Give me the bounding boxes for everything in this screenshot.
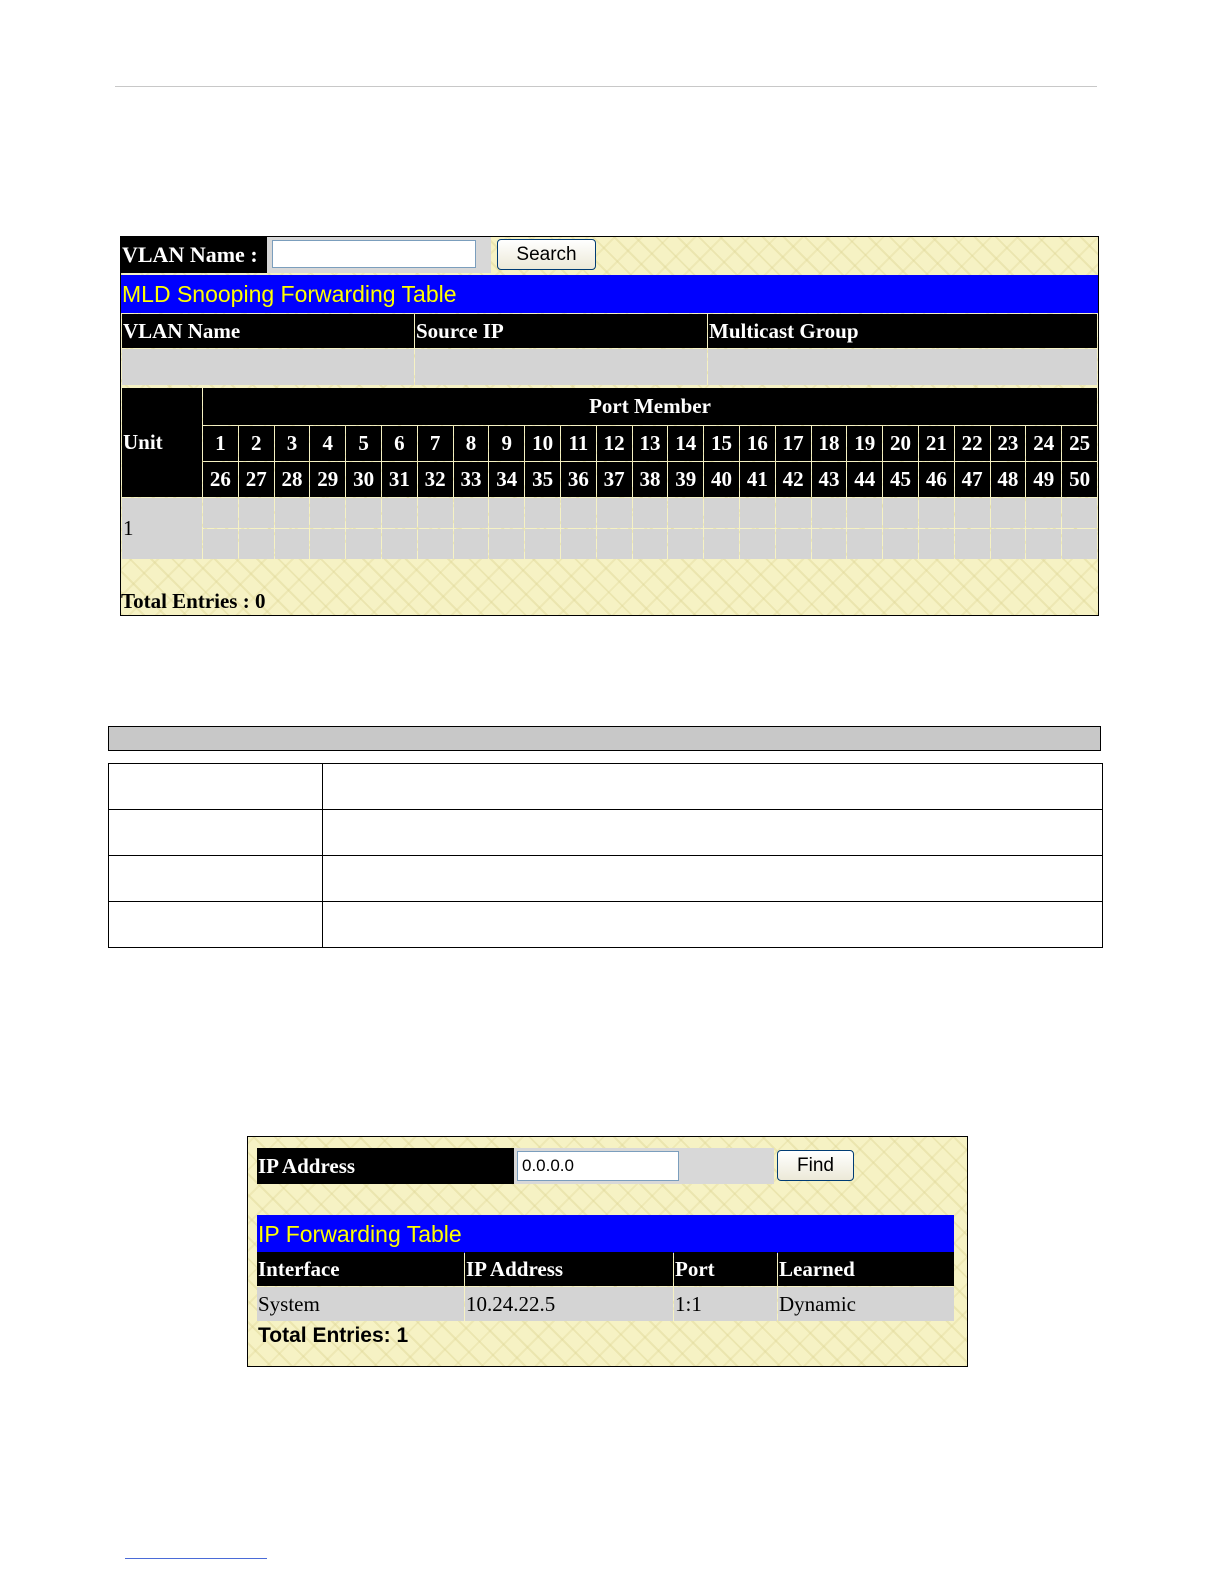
port-number-21: 21 (919, 426, 954, 461)
empty-cell (708, 349, 1097, 385)
mld-total-entries: Total Entries : 0 (121, 589, 266, 613)
table-row (109, 902, 1103, 948)
port-member-cell (382, 498, 417, 528)
search-button[interactable]: Search (497, 239, 596, 270)
column-ip-address: IP Address (465, 1252, 673, 1286)
port-member-cell (991, 498, 1026, 528)
port-number-8: 8 (454, 426, 489, 461)
cell-interface: System (257, 1287, 464, 1321)
port-member-cell (776, 529, 811, 559)
table-row (257, 1287, 954, 1321)
port-number-37: 37 (597, 462, 632, 497)
find-button[interactable]: Find (777, 1150, 854, 1181)
port-number-31: 31 (382, 462, 417, 497)
port-member-cell (955, 498, 990, 528)
port-member-cell (489, 529, 524, 559)
port-number-29: 29 (310, 462, 345, 497)
port-member-cell (1062, 529, 1097, 559)
port-number-1: 1 (203, 426, 238, 461)
port-number-34: 34 (489, 462, 524, 497)
port-number-47: 47 (955, 462, 990, 497)
port-number-10: 10 (525, 426, 560, 461)
port-number-32: 32 (418, 462, 453, 497)
port-number-42: 42 (776, 462, 811, 497)
port-number-3: 3 (275, 426, 310, 461)
port-member-cell (275, 498, 310, 528)
port-number-16: 16 (740, 426, 775, 461)
empty-cell (122, 349, 414, 385)
port-number-25: 25 (1062, 426, 1097, 461)
description-table (108, 763, 1103, 948)
unit-value: 1 (122, 498, 202, 559)
port-number-7: 7 (418, 426, 453, 461)
ip-address-label: IP Address (257, 1148, 514, 1184)
port-number-22: 22 (955, 426, 990, 461)
port-member-cell (203, 498, 238, 528)
port-member-cell (740, 529, 775, 559)
port-number-9: 9 (489, 426, 524, 461)
port-member-cell (239, 529, 274, 559)
port-member-cell (704, 529, 739, 559)
port-member-cell (776, 498, 811, 528)
port-member-cell (454, 529, 489, 559)
vlan-name-input[interactable] (272, 240, 476, 268)
table-row (109, 856, 1103, 902)
port-number-18: 18 (812, 426, 847, 461)
port-member-cell (310, 529, 345, 559)
ip-total-entries: Total Entries: 1 (258, 1324, 409, 1347)
cell-ip-address: 10.24.22.5 (465, 1287, 673, 1321)
cell-learned: Dynamic (778, 1287, 954, 1321)
port-member-cell (346, 529, 381, 559)
port-number-48: 48 (991, 462, 1026, 497)
port-number-2: 2 (239, 426, 274, 461)
port-member-cell (740, 498, 775, 528)
port-number-14: 14 (668, 426, 703, 461)
port-member-cell (239, 498, 274, 528)
port-member-cell (919, 498, 954, 528)
cell-port: 1:1 (674, 1287, 777, 1321)
port-member-cell (346, 498, 381, 528)
empty-cell (415, 349, 707, 385)
port-member-cell (203, 529, 238, 559)
port-member-cell (919, 529, 954, 559)
port-number-5: 5 (346, 426, 381, 461)
port-member-cell (1026, 529, 1061, 559)
mld-forwarding-table (121, 313, 1098, 386)
port-member-cell (489, 498, 524, 528)
port-number-12: 12 (597, 426, 632, 461)
column-multicast-group: Multicast Group (708, 314, 1097, 348)
table-row (109, 764, 1103, 810)
port-number-44: 44 (847, 462, 882, 497)
port-member-cell (418, 498, 453, 528)
port-number-27: 27 (239, 462, 274, 497)
port-member-cell (704, 498, 739, 528)
mld-snooping-panel (120, 236, 1099, 616)
port-member-cell (310, 498, 345, 528)
page-footer-rule (125, 1558, 267, 1559)
port-member-cell (847, 529, 882, 559)
description-table-header (108, 726, 1101, 751)
page-header-rule (115, 86, 1097, 87)
vlan-search-row (121, 237, 1098, 273)
port-number-15: 15 (704, 426, 739, 461)
port-number-43: 43 (812, 462, 847, 497)
port-member-cell (955, 529, 990, 559)
port-member-cell (668, 498, 703, 528)
port-number-20: 20 (883, 426, 918, 461)
port-member-header: Port Member (203, 388, 1097, 425)
port-member-table (121, 387, 1098, 560)
port-member-cell (633, 498, 668, 528)
port-member-cell (525, 498, 560, 528)
port-member-cell (525, 529, 560, 559)
port-member-cell (454, 498, 489, 528)
port-number-24: 24 (1026, 426, 1061, 461)
ip-address-input[interactable] (517, 1151, 679, 1181)
port-number-39: 39 (668, 462, 703, 497)
port-number-19: 19 (847, 426, 882, 461)
port-number-41: 41 (740, 462, 775, 497)
port-number-36: 36 (561, 462, 596, 497)
port-member-cell (812, 498, 847, 528)
column-learned: Learned (778, 1252, 954, 1286)
port-number-13: 13 (633, 426, 668, 461)
port-member-cell (1026, 498, 1061, 528)
ip-table-title: IP Forwarding Table (257, 1215, 954, 1253)
port-number-40: 40 (704, 462, 739, 497)
port-member-cell (1062, 498, 1097, 528)
column-port: Port (674, 1252, 777, 1286)
port-member-cell (847, 498, 882, 528)
port-number-23: 23 (991, 426, 1026, 461)
port-number-46: 46 (919, 462, 954, 497)
port-member-cell (812, 529, 847, 559)
unit-header: Unit (122, 388, 202, 497)
port-member-cell (991, 529, 1026, 559)
port-number-38: 38 (633, 462, 668, 497)
port-number-49: 49 (1026, 462, 1061, 497)
ip-forwarding-table (256, 1251, 955, 1322)
port-member-cell (633, 529, 668, 559)
port-number-33: 33 (454, 462, 489, 497)
port-member-cell (275, 529, 310, 559)
port-member-cell (883, 529, 918, 559)
port-member-cell (668, 529, 703, 559)
port-number-28: 28 (275, 462, 310, 497)
mld-table-title: MLD Snooping Forwarding Table (121, 275, 1098, 313)
port-number-17: 17 (776, 426, 811, 461)
column-vlan-name: VLAN Name (122, 314, 414, 348)
column-interface: Interface (257, 1252, 464, 1286)
port-number-35: 35 (525, 462, 560, 497)
vlan-name-label: VLAN Name : (121, 237, 267, 273)
port-member-cell (382, 529, 417, 559)
port-member-cell (597, 529, 632, 559)
ip-forwarding-panel (247, 1136, 968, 1367)
port-number-11: 11 (561, 426, 596, 461)
port-member-cell (418, 529, 453, 559)
port-number-4: 4 (310, 426, 345, 461)
port-member-cell (561, 529, 596, 559)
column-source-ip: Source IP (415, 314, 707, 348)
port-number-6: 6 (382, 426, 417, 461)
port-number-30: 30 (346, 462, 381, 497)
port-number-50: 50 (1062, 462, 1097, 497)
port-number-45: 45 (883, 462, 918, 497)
port-number-26: 26 (203, 462, 238, 497)
table-row (109, 810, 1103, 856)
port-member-cell (561, 498, 596, 528)
port-member-cell (597, 498, 632, 528)
port-member-cell (883, 498, 918, 528)
